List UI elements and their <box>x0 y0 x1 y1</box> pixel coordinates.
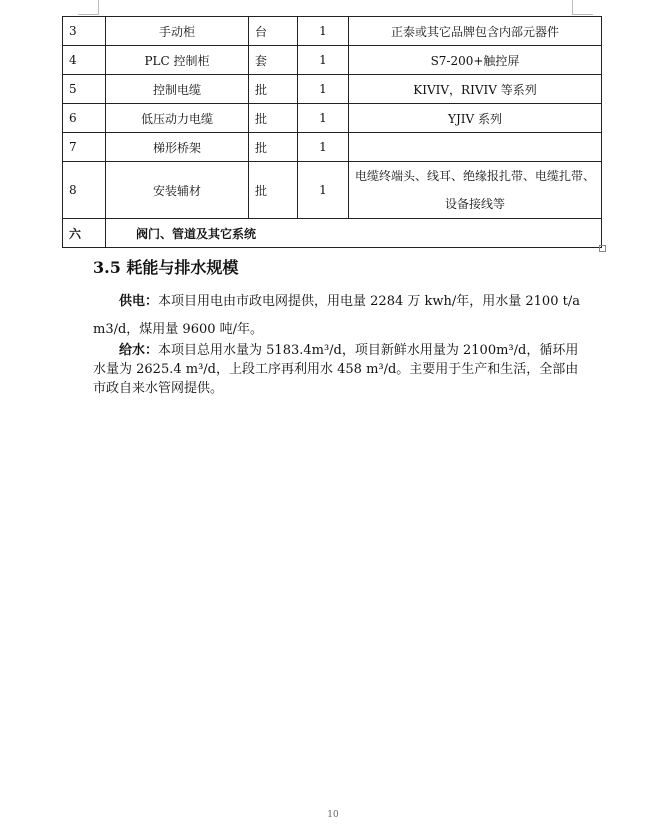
cell-no: 3 <box>63 17 106 46</box>
table-row <box>63 104 602 133</box>
cell-qty: 1 <box>298 133 349 162</box>
table-row <box>63 133 602 162</box>
table-resize-handle[interactable] <box>599 245 606 252</box>
para-label: 给水： <box>119 343 159 358</box>
cell-note: KIVIV，RIVIV 等系列 <box>349 75 602 104</box>
cell-name: 安装辅材 <box>106 162 249 219</box>
cell-qty: 1 <box>298 162 349 219</box>
cell-unit: 批 <box>249 75 298 104</box>
equipment-table <box>62 16 602 248</box>
cell-unit: 台 <box>249 17 298 46</box>
cell-qty: 1 <box>298 75 349 104</box>
cell-unit: 批 <box>249 162 298 219</box>
section-heading: 3.5 耗能与排水规模 <box>93 258 239 277</box>
cell-qty: 1 <box>298 104 349 133</box>
para-text: 本项目总用水量为 5183.4m³/d，项目新鲜水用量为 2100m³/d，循环用水量为 2625.4 m³/d，上段工序再利用水 458 m³/d。主要用于生产和生活，全部由市政自来水管网提供。 <box>93 343 579 396</box>
para-text: 本项目用电由市政电网提供，用电量 2284 万 kwh/年，用水量 2100 t/a m3/d，煤用量 9600 吨/年。 <box>93 294 580 337</box>
cell-name: 控制电缆 <box>106 75 249 104</box>
cell-no: 4 <box>63 46 106 75</box>
cell-name: 梯形桥架 <box>106 133 249 162</box>
water-paragraph <box>93 341 583 398</box>
cell-note <box>349 133 602 162</box>
cell-name: PLC 控制柜 <box>106 46 249 75</box>
cell-note: S7-200+触控屏 <box>349 46 602 75</box>
section-row <box>63 219 602 248</box>
cell-no: 6 <box>63 104 106 133</box>
margin-mark <box>572 0 593 15</box>
cell-no: 7 <box>63 133 106 162</box>
section-title: 阀门、管道及其它系统 <box>106 219 602 248</box>
cell-unit: 套 <box>249 46 298 75</box>
cell-unit: 批 <box>249 104 298 133</box>
section-number: 六 <box>63 219 106 248</box>
cell-note: 电缆终端头、线耳、绝缘报扎带、电缆扎带、设备接线等 <box>349 162 602 219</box>
table-row <box>63 75 602 104</box>
cell-note: YJIV 系列 <box>349 104 602 133</box>
cell-name: 低压动力电缆 <box>106 104 249 133</box>
cell-name: 手动柜 <box>106 17 249 46</box>
cell-no: 8 <box>63 162 106 219</box>
para-label: 供电： <box>119 294 159 309</box>
page-number: 10 <box>327 810 339 820</box>
table-row <box>63 162 602 219</box>
table-row <box>63 46 602 75</box>
cell-unit: 批 <box>249 133 298 162</box>
cell-qty: 1 <box>298 46 349 75</box>
power-paragraph <box>93 288 583 344</box>
cell-qty: 1 <box>298 17 349 46</box>
margin-mark <box>78 0 99 15</box>
cell-note: 正泰或其它品牌包含内部元器件 <box>349 17 602 46</box>
cell-no: 5 <box>63 75 106 104</box>
table-row <box>63 17 602 46</box>
